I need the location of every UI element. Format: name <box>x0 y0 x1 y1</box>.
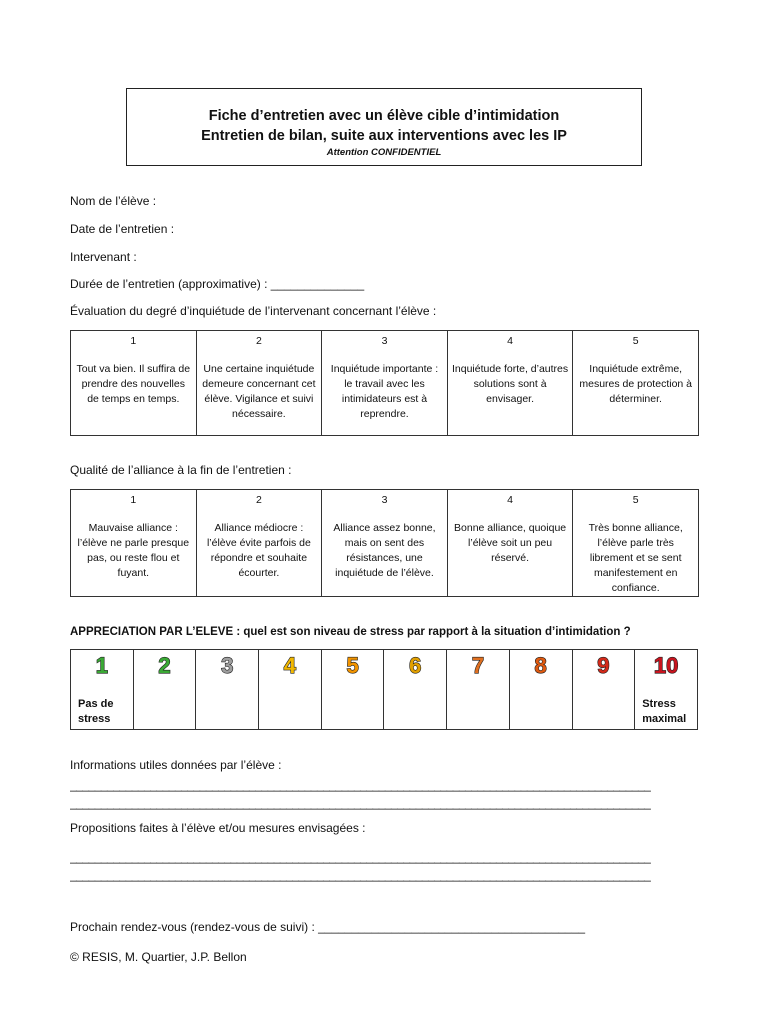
stress-cell-6[interactable] <box>384 650 447 730</box>
stress-cell-1[interactable] <box>71 650 134 730</box>
confidential-note: Attention CONFIDENTIEL <box>326 147 442 158</box>
stress-cell-5[interactable] <box>321 650 384 730</box>
stress-number-9: 9 <box>597 653 610 678</box>
prochain-rdv[interactable]: Prochain rendez-vous (rendez-vous de suivi) : ________________________________________ <box>70 920 586 934</box>
stress-scale <box>70 649 698 730</box>
inquietude-cell-4[interactable]: 4 Inquiétude forte, d’autres solutions sont à envisager. <box>447 331 573 436</box>
stress-low-label: Pas de stress <box>78 698 114 725</box>
stress-number-3: 3 <box>221 653 234 678</box>
stress-number-8: 8 <box>534 653 547 678</box>
stress-cell-2[interactable] <box>133 650 196 730</box>
alliance-cell-5[interactable]: 5 Très bonne alliance, l’élève parle très librement et se sent manifestement en confiance. <box>573 490 699 597</box>
inquietude-cell-3[interactable]: 3 Inquiétude importante : le travail avec les intimidateurs est à reprendre. <box>322 331 448 436</box>
propositions-line-2[interactable]: ______________________________________________________________________________________________ <box>70 868 651 882</box>
stress-number-6: 6 <box>409 653 422 678</box>
stress-number-1: 1 <box>95 653 108 678</box>
alliance-cell-1[interactable]: 1 Mauvaise alliance : l’élève ne parle presque pas, ou reste flou et fuyant. <box>71 490 197 597</box>
alliance-cell-3[interactable]: 3 Alliance assez bonne, mais on sent des résistances, une inquiétude de l’élève. <box>322 490 448 597</box>
stress-number-10: 10 <box>653 653 679 678</box>
copyright: © RESIS, M. Quartier, J.P. Bellon <box>70 950 247 964</box>
stress-number-2: 2 <box>158 653 171 678</box>
inquietude-cell-2[interactable]: 2 Une certaine inquiétude demeure concernant cet élève. Vigilance et suivi nécessaire. <box>196 331 322 436</box>
stress-cell-3[interactable] <box>196 650 259 730</box>
evaluation-label: Évaluation du degré d’inquiétude de l’intervenant concernant l’élève : <box>70 304 437 318</box>
inquietude-cell-1[interactable]: 1 Tout va bien. Il suffira de prendre des nouvelles de temps en temps. <box>71 331 197 436</box>
field-duree[interactable]: Durée de l’entretien (approximative) : ______________ <box>70 277 365 291</box>
info-line-2[interactable]: ______________________________________________________________________________________________ <box>70 796 651 810</box>
field-nom[interactable]: Nom de l’élève : <box>70 194 157 208</box>
stress-number-7: 7 <box>471 653 485 678</box>
alliance-cell-2[interactable]: 2 Alliance médiocre : l’élève évite parfois de répondre et souhaite écourter. <box>196 490 322 597</box>
stress-cell-9[interactable] <box>572 650 635 730</box>
info-label: Informations utiles données par l’élève : <box>70 758 282 772</box>
alliance-table <box>70 489 699 597</box>
info-line-1[interactable]: ______________________________________________________________________________________________ <box>70 778 651 792</box>
stress-high-label: Stress maximal <box>642 698 687 725</box>
stress-number-5: 5 <box>346 653 359 678</box>
propositions-line-1[interactable]: ______________________________________________________________________________________________ <box>70 850 651 864</box>
alliance-label: Qualité de l’alliance à la fin de l’entretien : <box>70 463 292 477</box>
alliance-cell-4[interactable]: 4 Bonne alliance, quoique l’élève soit un peu réservé. <box>447 490 573 597</box>
stress-cell-4[interactable] <box>259 650 322 730</box>
header-box <box>126 88 642 166</box>
document-subtitle: Entretien de bilan, suite aux interventions avec les IP <box>201 128 567 144</box>
stress-cell-7[interactable] <box>447 650 510 730</box>
propositions-label: Propositions faites à l’élève et/ou mesures envisagées : <box>70 821 366 835</box>
field-intervenant[interactable]: Intervenant : <box>70 250 137 264</box>
document-title: Fiche d’entretien avec un élève cible d’intimidation <box>208 108 560 124</box>
field-date[interactable]: Date de l’entretien : <box>70 222 175 236</box>
stress-number-4: 4 <box>283 653 297 678</box>
inquietude-cell-5[interactable]: 5 Inquiétude extrême, mesures de protection à déterminer. <box>573 331 699 436</box>
inquietude-table <box>70 330 699 436</box>
stress-question: APPRECIATION PAR L’ELEVE : quel est son niveau de stress par rapport à la situation d’intimidation ? <box>70 626 631 638</box>
stress-cell-8[interactable] <box>509 650 572 730</box>
stress-cell-10[interactable] <box>635 650 698 730</box>
